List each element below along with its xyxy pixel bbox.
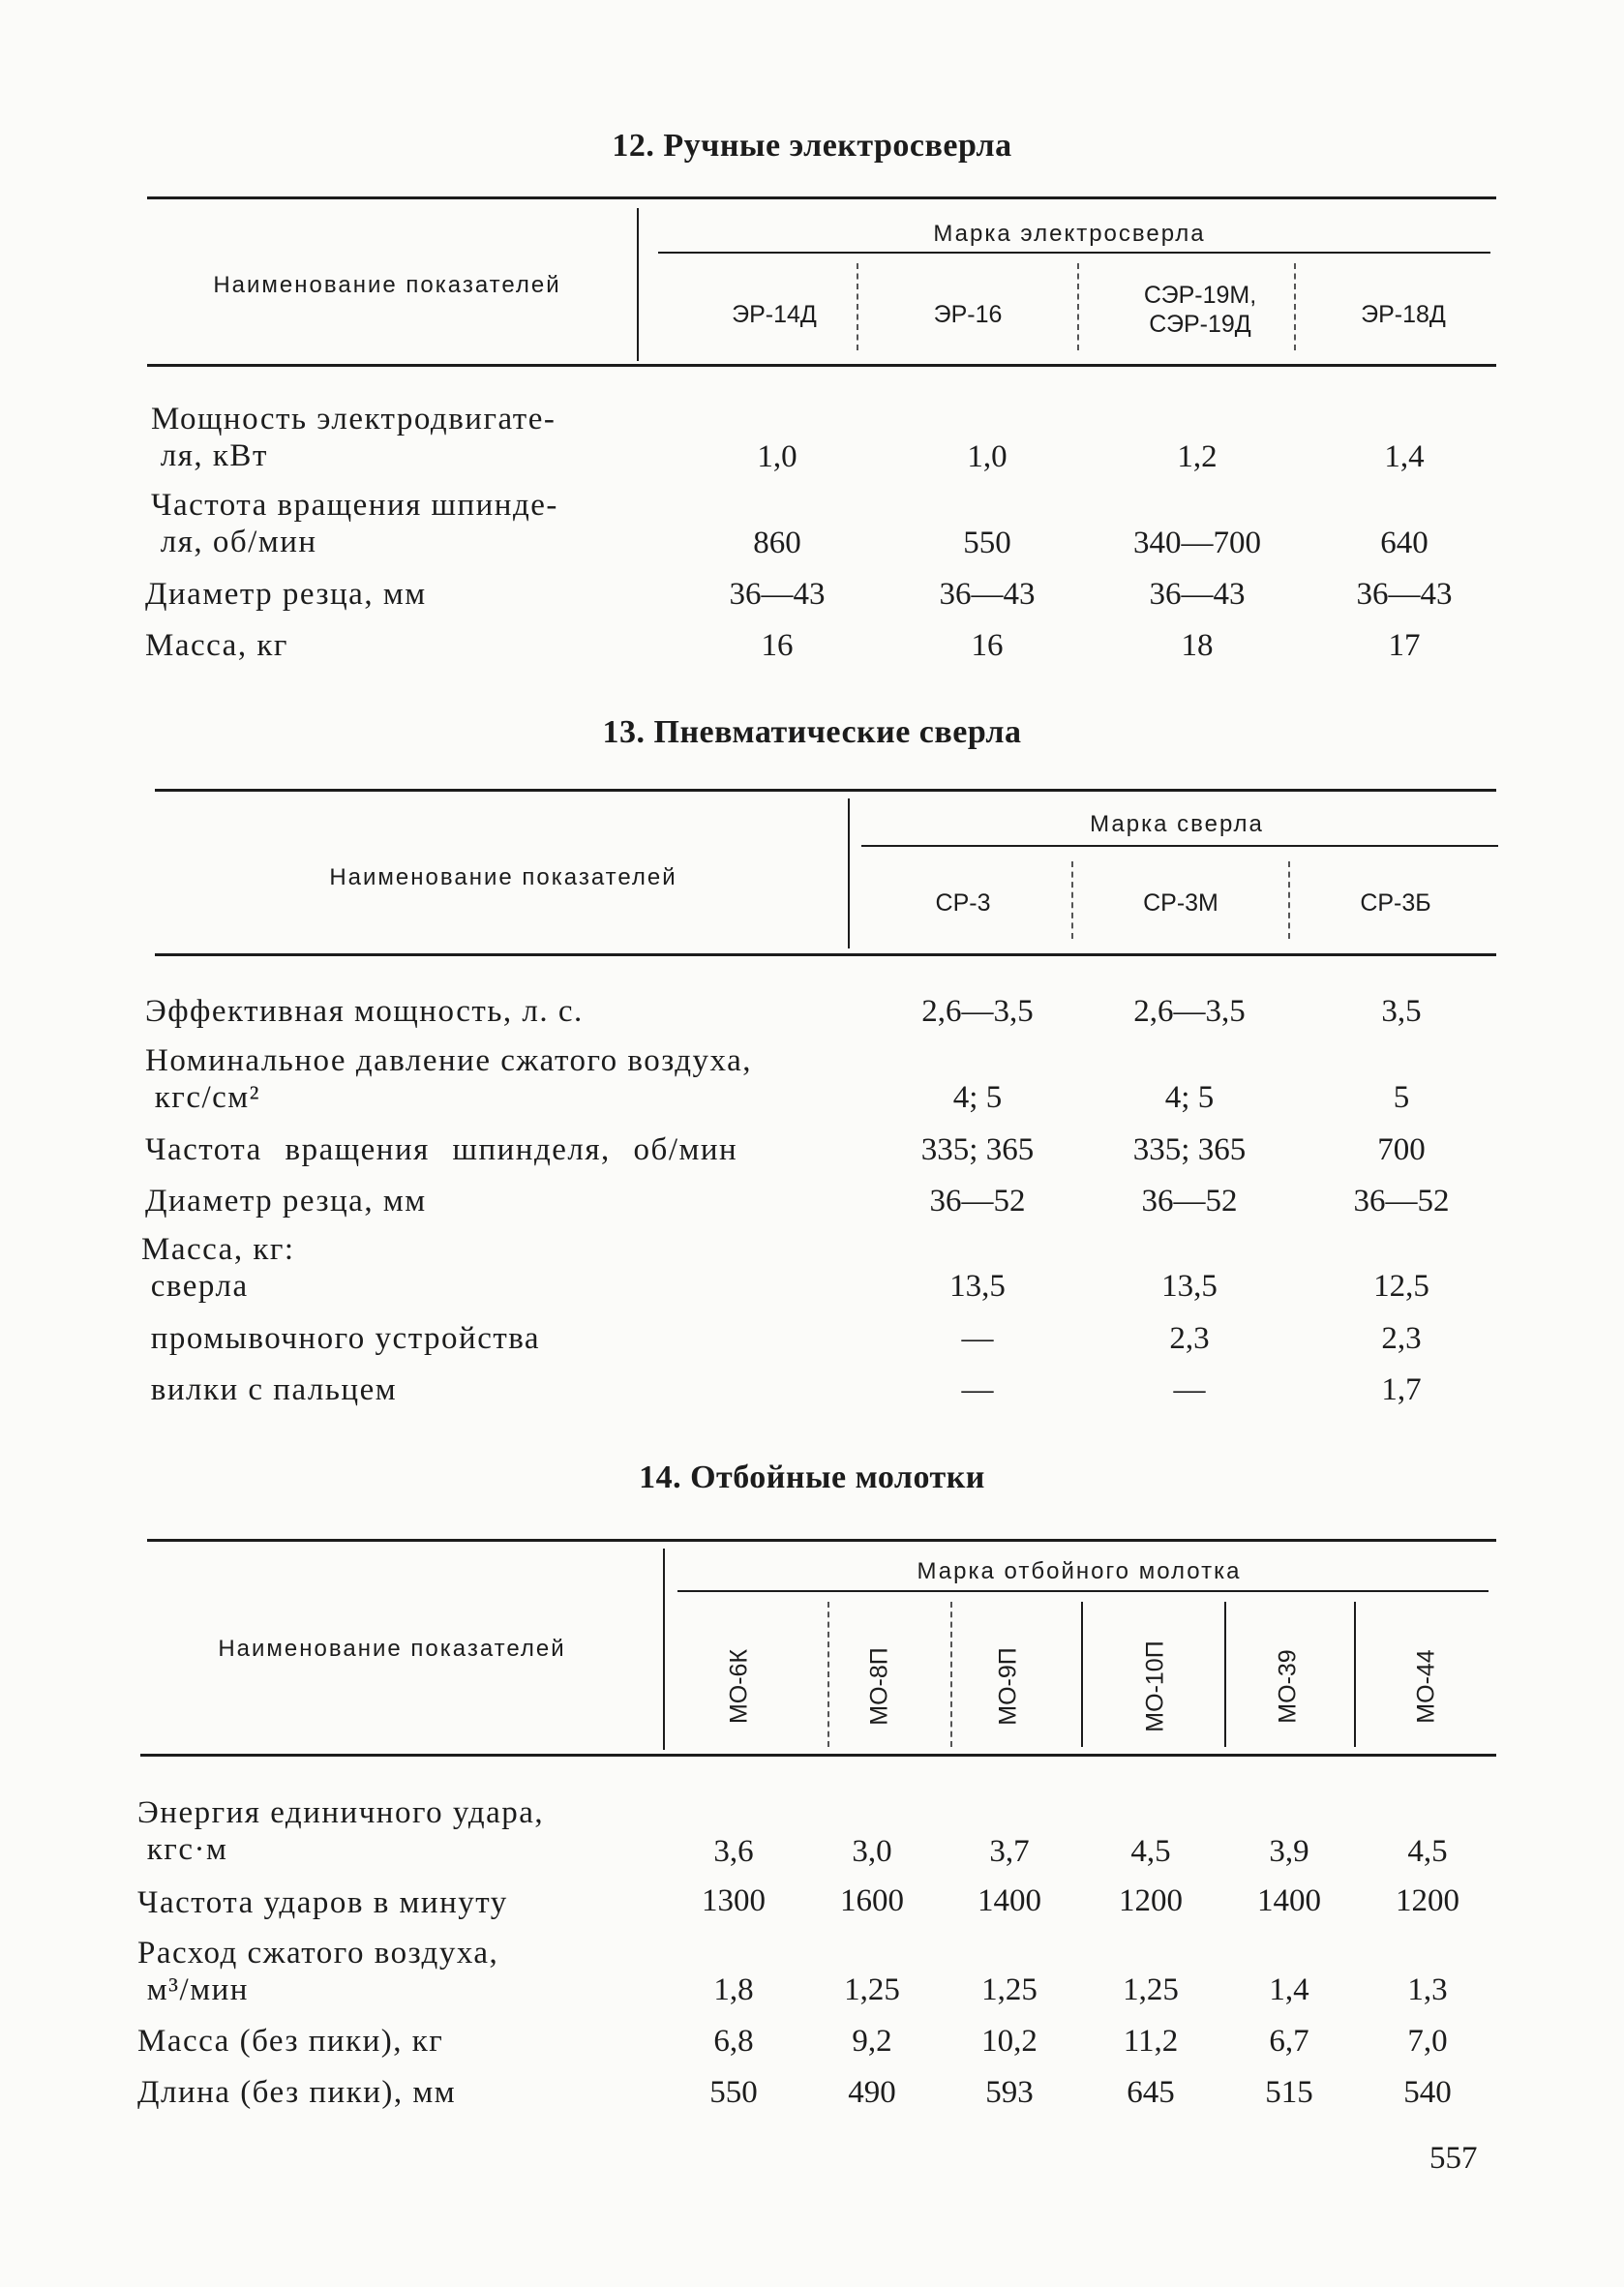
table-14-cell: 1,8 [713, 1972, 754, 2007]
table-14-cell: 550 [709, 2075, 758, 2110]
table-12-cell: 36—43 [1149, 577, 1246, 612]
table-13-col-divider [1288, 861, 1290, 939]
table-12-col-divider [1077, 263, 1079, 350]
table-14-cell: 515 [1265, 2075, 1313, 2110]
table-13-cell: 1,7 [1381, 1372, 1422, 1407]
table-12-top-rule [147, 196, 1496, 199]
table-12-cell: 36—43 [1356, 577, 1453, 612]
table-14-cell: 1200 [1119, 1883, 1183, 1918]
table-12-col-er18d: ЭР-18Д [1361, 301, 1446, 328]
table-14-cell: 1,4 [1269, 1972, 1309, 2007]
table-12-header-divider [637, 208, 639, 361]
table-13-cell: 13,5 [949, 1269, 1006, 1304]
table-14-row-label: Частота ударов в минуту [137, 1885, 508, 1920]
table-14-col-divider [950, 1602, 952, 1747]
table-12-row-label: Частота вращения шпинде- ля, об/мин [151, 488, 558, 559]
table-14-col-divider [1354, 1602, 1356, 1747]
table-12-col-er16: ЭР-16 [933, 301, 1003, 328]
table-13-row-label: вилки с пальцем [141, 1372, 398, 1407]
table-13-col-sr3b: СР-3Б [1360, 889, 1431, 917]
table-13-col-sr3: СР-3 [935, 889, 991, 917]
table-12-cell: 17 [1388, 628, 1421, 663]
table-13-header-bottom-rule [155, 953, 1496, 956]
table-13-header-divider [848, 798, 850, 948]
table-14-cell: 1,25 [844, 1972, 900, 2007]
table-14-cell: 3,7 [989, 1834, 1030, 1869]
table-13-cell: 5 [1393, 1080, 1410, 1115]
table-14-cell: 1400 [977, 1883, 1041, 1918]
table-13-row-label: промывочного устройства [141, 1321, 541, 1356]
table-12-cell: 36—43 [939, 577, 1036, 612]
table-14-cell: 4,5 [1130, 1834, 1171, 1869]
table-12-cell: 640 [1380, 526, 1429, 560]
table-12-cell: 340—700 [1133, 526, 1261, 560]
table-13-col-sr3m: СР-3М [1143, 889, 1218, 917]
table-13-cell: 3,5 [1381, 994, 1422, 1029]
table-12-cell: 16 [971, 628, 1004, 663]
table-14-header-bottom-rule [140, 1754, 1496, 1757]
table-14-cell: 1,25 [1123, 1972, 1179, 2007]
table-14-cell: 1,25 [981, 1972, 1038, 2007]
table-14-cell: 11,2 [1123, 2024, 1179, 2059]
table-14-cell: 1400 [1257, 1883, 1321, 1918]
table-12-cell: 550 [963, 526, 1011, 560]
table-13-col-divider [1071, 861, 1073, 939]
table-12-cell: 1,0 [757, 439, 797, 474]
table-13-cell: 335; 365 [920, 1132, 1035, 1167]
table-13-cell: 2,6—3,5 [1133, 994, 1246, 1029]
table-13-cell: 2,6—3,5 [921, 994, 1034, 1029]
table-14-row-label: Длина (без пики), мм [137, 2075, 457, 2110]
table-14-header-divider [663, 1549, 665, 1750]
table-14-cell: 1200 [1396, 1883, 1459, 1918]
table-14-cell: 9,2 [852, 2024, 892, 2059]
table-13-cell: 2,3 [1169, 1321, 1210, 1356]
table-13-group-header: Марка сверла [1090, 811, 1264, 837]
table-14-label-header: Наименование показателей [218, 1636, 566, 1662]
table-12-cell: 860 [753, 526, 801, 560]
table-14-cell: 645 [1127, 2075, 1175, 2110]
table-12-row-label: Мощность электродвигате- ля, кВт [151, 402, 556, 473]
table-14-cell: 3,0 [852, 1834, 892, 1869]
table-12-group-rule [658, 252, 1490, 254]
table-14-row-label: Расход сжатого воздуха, м³/мин [137, 1936, 499, 2007]
table-13-row-label: Номинальное давление сжатого воздуха, кгс/см² [145, 1043, 752, 1115]
table-12-row-label: Диаметр резца, мм [145, 577, 427, 612]
table-13-cell: 4; 5 [1164, 1080, 1215, 1115]
table-13-cell: 2,3 [1381, 1321, 1422, 1356]
table-13-row-label: Масса, кг: сверла [141, 1232, 295, 1304]
table-13-title: 13. Пневматические сверла [602, 714, 1022, 750]
table-14-col-divider [1224, 1602, 1226, 1747]
table-12-row-label: Масса, кг [145, 628, 288, 663]
table-13-cell: 13,5 [1161, 1269, 1218, 1304]
table-14-cell: 6,8 [713, 2024, 754, 2059]
table-12-title: 12. Ручные электросверла [612, 128, 1012, 164]
table-13-cell: 335; 365 [1132, 1132, 1247, 1167]
table-14-cell: 3,6 [713, 1834, 754, 1869]
table-13-cell: 700 [1377, 1132, 1426, 1167]
table-14-col-mo8p: МО-8П [865, 1647, 893, 1726]
table-14-title: 14. Отбойные молотки [639, 1459, 985, 1495]
table-14-row-label: Масса (без пики), кг [137, 2024, 444, 2059]
table-12-group-header: Марка электросверла [933, 221, 1206, 247]
table-12-cell: 18 [1181, 628, 1214, 663]
table-14-col-divider [1081, 1602, 1083, 1747]
table-12-cell: 1,0 [967, 439, 1007, 474]
table-12-cell: 1,4 [1384, 439, 1425, 474]
page-number: 557 [1429, 2141, 1478, 2176]
table-14-cell: 540 [1403, 2075, 1452, 2110]
table-14-group-rule [677, 1590, 1489, 1592]
table-13-cell: — [961, 1372, 994, 1407]
table-13-cell: 4; 5 [952, 1080, 1003, 1115]
table-13-cell: 36—52 [929, 1184, 1026, 1219]
table-14-cell: 10,2 [981, 2024, 1038, 2059]
table-14-col-mo39: МО-39 [1274, 1649, 1302, 1724]
table-12-header-bottom-rule [147, 364, 1496, 367]
table-14-col-mo10p: МО-10П [1141, 1640, 1169, 1732]
table-13-top-rule [155, 789, 1496, 792]
table-13-cell: 36—52 [1353, 1184, 1450, 1219]
table-12-cell: 36—43 [729, 577, 826, 612]
table-14-col-mo9p: МО-9П [994, 1647, 1022, 1726]
table-14-cell: 593 [985, 2075, 1034, 2110]
table-14-top-rule [147, 1539, 1496, 1542]
table-14-cell: 1300 [702, 1883, 766, 1918]
table-14-cell: 1600 [840, 1883, 904, 1918]
table-14-group-header: Марка отбойного молотка [917, 1558, 1242, 1584]
table-12-col-ser19: СЭР-19М, СЭР-19Д [1143, 282, 1257, 338]
table-13-cell: — [1173, 1372, 1206, 1407]
table-13-row-label: Эффективная мощность, л. с. [145, 994, 584, 1029]
table-14-cell: 4,5 [1407, 1834, 1448, 1869]
table-12-cell: 1,2 [1177, 439, 1218, 474]
table-13-group-rule [861, 845, 1498, 847]
table-14-col-mo44: МО-44 [1412, 1649, 1440, 1724]
table-14-cell: 7,0 [1407, 2024, 1448, 2059]
table-14-cell: 1,3 [1407, 1972, 1448, 2007]
table-12-label-header: Наименование показателей [213, 272, 561, 298]
table-12-cell: 16 [761, 628, 794, 663]
table-13-cell: 12,5 [1373, 1269, 1429, 1304]
table-12-col-er14d: ЭР-14Д [732, 301, 817, 328]
table-14-col-mo6k: МО-6К [725, 1648, 753, 1725]
table-14-cell: 490 [848, 2075, 896, 2110]
table-13-row-label: Частота вращения шпинделя, об/мин [145, 1132, 738, 1167]
table-13-cell: — [961, 1321, 994, 1356]
table-13-label-header: Наименование показателей [329, 864, 677, 890]
table-13-cell: 36—52 [1141, 1184, 1238, 1219]
table-13-row-label: Диаметр резца, мм [145, 1184, 427, 1219]
table-14-col-divider [827, 1602, 829, 1747]
table-14-row-label: Энергия единичного удара, кгс·м [137, 1795, 545, 1867]
table-14-cell: 3,9 [1269, 1834, 1309, 1869]
table-14-cell: 6,7 [1269, 2024, 1309, 2059]
